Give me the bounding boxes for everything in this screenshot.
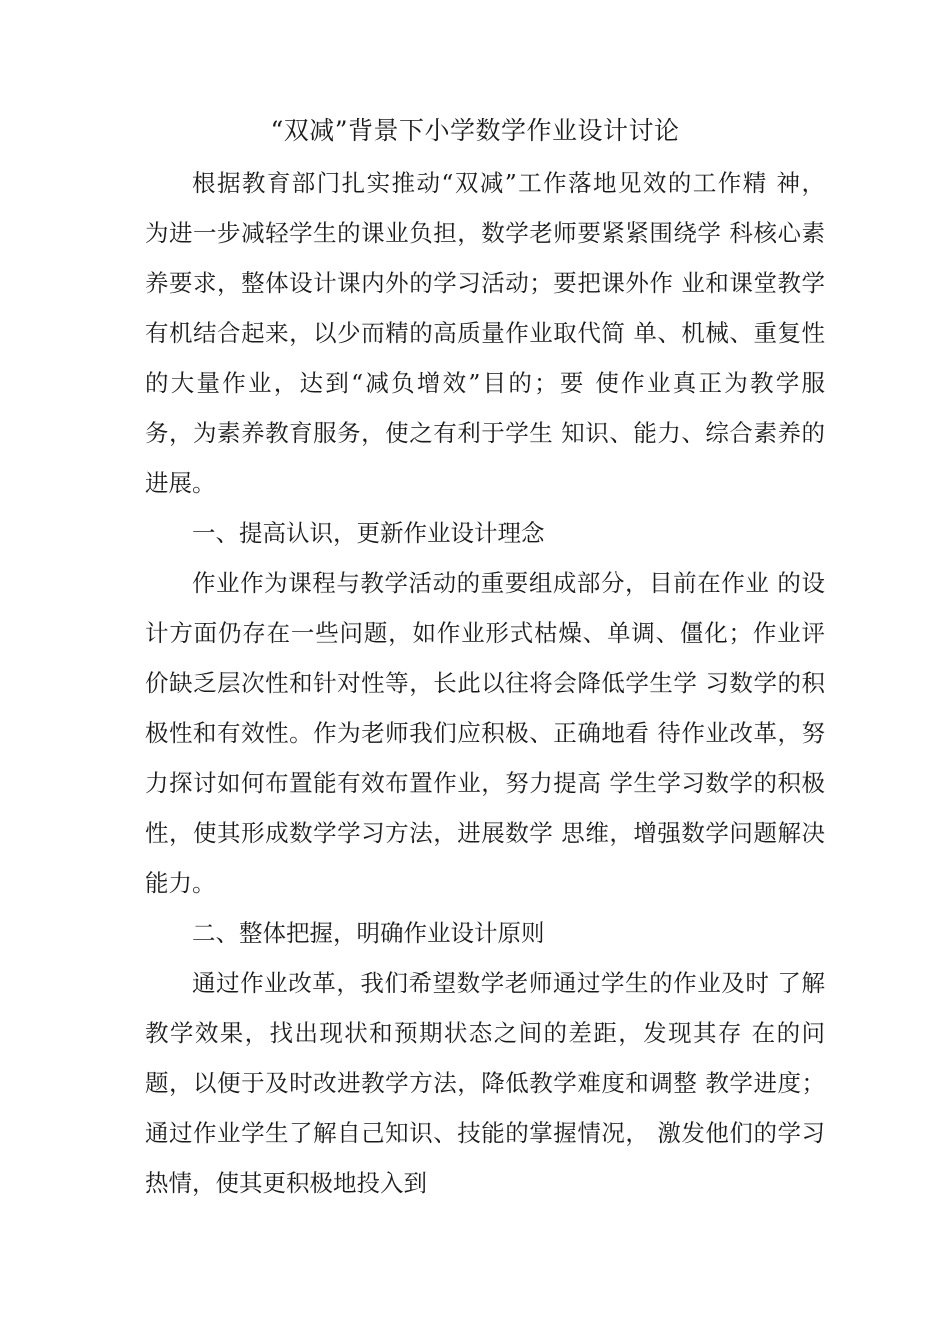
paragraph-line: 有机结合起来，以少而精的高质量作业取代简 单、机械、重复性 — [145, 319, 825, 347]
paragraph-line: 教学效果，找出现状和预期状态之间的差距，发现其存 在的问 — [145, 1019, 825, 1047]
paragraph-line: 通过作业改革，我们希望数学老师通过学生的作业及时 了解 — [192, 969, 825, 997]
paragraph-line: 性，使其形成数学学习方法，进展数学 思维，增强数学问题解决 — [145, 819, 825, 847]
paragraph-line: 价缺乏层次性和针对性等，长此以往将会降低学生学 习数学的积 — [145, 669, 825, 697]
paragraph-line: 通过作业学生了解自己知识、技能的掌握情况， 激发他们的学习 — [145, 1119, 825, 1147]
paragraph-line: 务，为素养教育服务，使之有利于学生 知识、能力、综合素养的 — [145, 419, 825, 447]
paragraph-line: 极性和有效性。作为老师我们应积极、正确地看 待作业改革，努 — [145, 719, 825, 747]
paragraph-line: 养要求，整体设计课内外的学习活动；要把课外作 业和课堂教学 — [145, 269, 825, 297]
paragraph-line: 根据教育部门扎实推动“双减”工作落地见效的工作精 神， — [192, 169, 825, 197]
section-heading: 一、提高认识，更新作业设计理念 — [192, 519, 545, 547]
paragraph-line: 作业作为课程与教学活动的重要组成部分，目前在作业 的设 — [192, 569, 825, 597]
paragraph-line: 的大量作业，达到“减负增效”目的；要 使作业真正为教学服 — [145, 369, 825, 397]
paragraph-line: 能力。 — [145, 869, 216, 897]
section-heading: 二、整体把握，明确作业设计原则 — [192, 919, 545, 947]
paragraph-line: 题，以便于及时改进教学方法，降低教学难度和调整 教学进度； — [145, 1069, 825, 1097]
paragraph-line: 热情，使其更积极地投入到 — [145, 1169, 427, 1197]
paragraph-line: 计方面仍存在一些问题，如作业形式枯燥、单调、僵化；作业评 — [145, 619, 825, 647]
document-title: “双减”背景下小学数学作业设计讨论 — [270, 116, 680, 145]
paragraph-line: 进展。 — [145, 469, 216, 497]
paragraph-line: 为进一步减轻学生的课业负担，数学老师要紧紧围绕学 科核心素 — [145, 219, 825, 247]
paragraph-line: 力探讨如何布置能有效布置作业，努力提高 学生学习数学的积极 — [145, 769, 825, 797]
